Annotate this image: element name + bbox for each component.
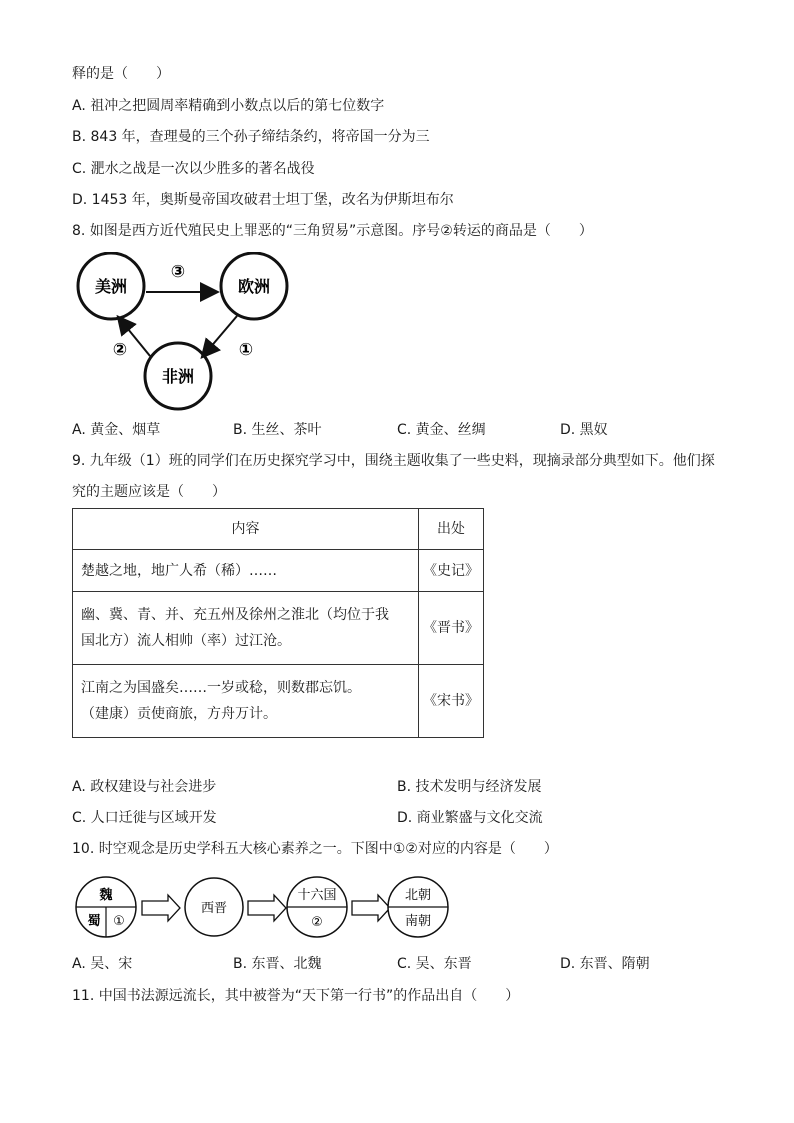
blank-one-label: ① (113, 914, 125, 929)
triangle-trade-diagram (72, 252, 302, 412)
route-one-arrow (203, 316, 237, 356)
western-jin-label: 西晋 (200, 901, 228, 916)
shu-label: 蜀 (87, 914, 101, 929)
q8-option-d[interactable]: D. 黑奴 (560, 422, 608, 438)
q7-stem-tail: 释的是（ ） (72, 66, 170, 82)
row-source: 《晋书》 (419, 592, 484, 665)
q9-stem-line1: 9. 九年级（1）班的同学们在历史探究学习中，围绕主题收集了一些史料，现摘录部分典型如下。他们探 (72, 453, 715, 469)
q9-option-c[interactable]: C. 人口迁徙与区域开发 (72, 810, 217, 826)
q9-stem-line2: 究的主题应该是（ ） (72, 484, 226, 500)
q8-option-c[interactable]: C. 黄金、丝绸 (397, 422, 486, 438)
wei-label: 魏 (99, 888, 113, 903)
row-content (73, 665, 419, 738)
northern-dynasties-label: 北朝 (404, 888, 432, 903)
arrow-2-icon (248, 895, 286, 921)
q7-option-c[interactable]: C. 淝水之战是一次以少胜多的著名战役 (72, 161, 315, 177)
q10-stem: 10. 时空观念是历史学科五大核心素养之一。下图中①②对应的内容是（ ） (72, 841, 558, 857)
q9-option-a[interactable]: A. 政权建设与社会进步 (72, 779, 217, 795)
row-content-line: 楚越之地，地广人希（稀）…… (81, 562, 277, 579)
q7-option-a[interactable]: A. 祖冲之把圆周率精确到小数点以后的第七位数字 (72, 98, 385, 114)
row-content-line: 江南之为国盛矣……一岁或稔，则数郡忘饥。 (81, 680, 361, 696)
row-content-line: （建康）贡使商旅，方舟万计。 (81, 706, 277, 722)
table-header-row (73, 509, 484, 550)
table-row (73, 592, 484, 665)
row-content-line: 幽、冀、青、并、充五州及徐州之淮北（均位于我 (81, 607, 389, 623)
header-content: 内容 (73, 509, 419, 550)
q7-option-b[interactable]: B. 843 年，查理曼的三个孙子缔结条约，将帝国一分为三 (72, 129, 430, 145)
sources-table (72, 508, 484, 738)
america-label: 美洲 (94, 277, 128, 296)
q11-stem: 11. 中国书法源远流长，其中被誉为“天下第一行书”的作品出自（ ） (72, 988, 520, 1004)
sixteen-kingdoms-label: 十六国 (297, 888, 337, 903)
q9-options-row2 (72, 808, 732, 828)
q10-option-d[interactable]: D. 东晋、隋朝 (560, 956, 650, 972)
q10-option-b[interactable]: B. 东晋、北魏 (233, 956, 322, 972)
table-row (73, 550, 484, 592)
route-two-label: ② (112, 340, 128, 360)
southern-dynasties-label: 南朝 (404, 914, 432, 929)
q9-option-d[interactable]: D. 商业繁盛与文化交流 (397, 810, 543, 826)
table-row (73, 665, 484, 738)
q10-option-a[interactable]: A. 吴、宋 (72, 956, 133, 972)
q7-option-d[interactable]: D. 1453 年，奥斯曼帝国攻破君士坦丁堡，改名为伊斯坦布尔 (72, 192, 454, 208)
arrow-3-icon (352, 895, 390, 921)
route-one-label: ① (238, 340, 254, 360)
blank-two-label: ② (311, 915, 323, 930)
q8-option-a[interactable]: A. 黄金、烟草 (72, 422, 161, 438)
q10-option-c[interactable]: C. 吴、东晋 (397, 956, 472, 972)
europe-label: 欧洲 (237, 277, 271, 296)
header-source: 出处 (419, 509, 484, 550)
row-content-line: 国北方）流人相帅（率）过江沧。 (81, 633, 291, 649)
q9-option-b[interactable]: B. 技术发明与经济发展 (397, 779, 542, 795)
row-source: 《宋书》 (419, 665, 484, 738)
q8-options (72, 420, 732, 440)
q8-option-b[interactable]: B. 生丝、茶叶 (233, 422, 322, 438)
africa-label: 非洲 (161, 367, 195, 386)
row-content (73, 550, 419, 592)
q10-options (72, 954, 732, 974)
route-three-label: ③ (170, 262, 186, 282)
dynasty-timeline-diagram (72, 872, 452, 942)
arrow-1-icon (142, 895, 180, 921)
q9-options-row1 (72, 777, 732, 797)
q8-stem: 8. 如图是西方近代殖民史上罪恶的“三角贸易”示意图。序号②转运的商品是（ ） (72, 223, 593, 239)
row-source: 《史记》 (419, 550, 484, 592)
row-content (73, 592, 419, 665)
